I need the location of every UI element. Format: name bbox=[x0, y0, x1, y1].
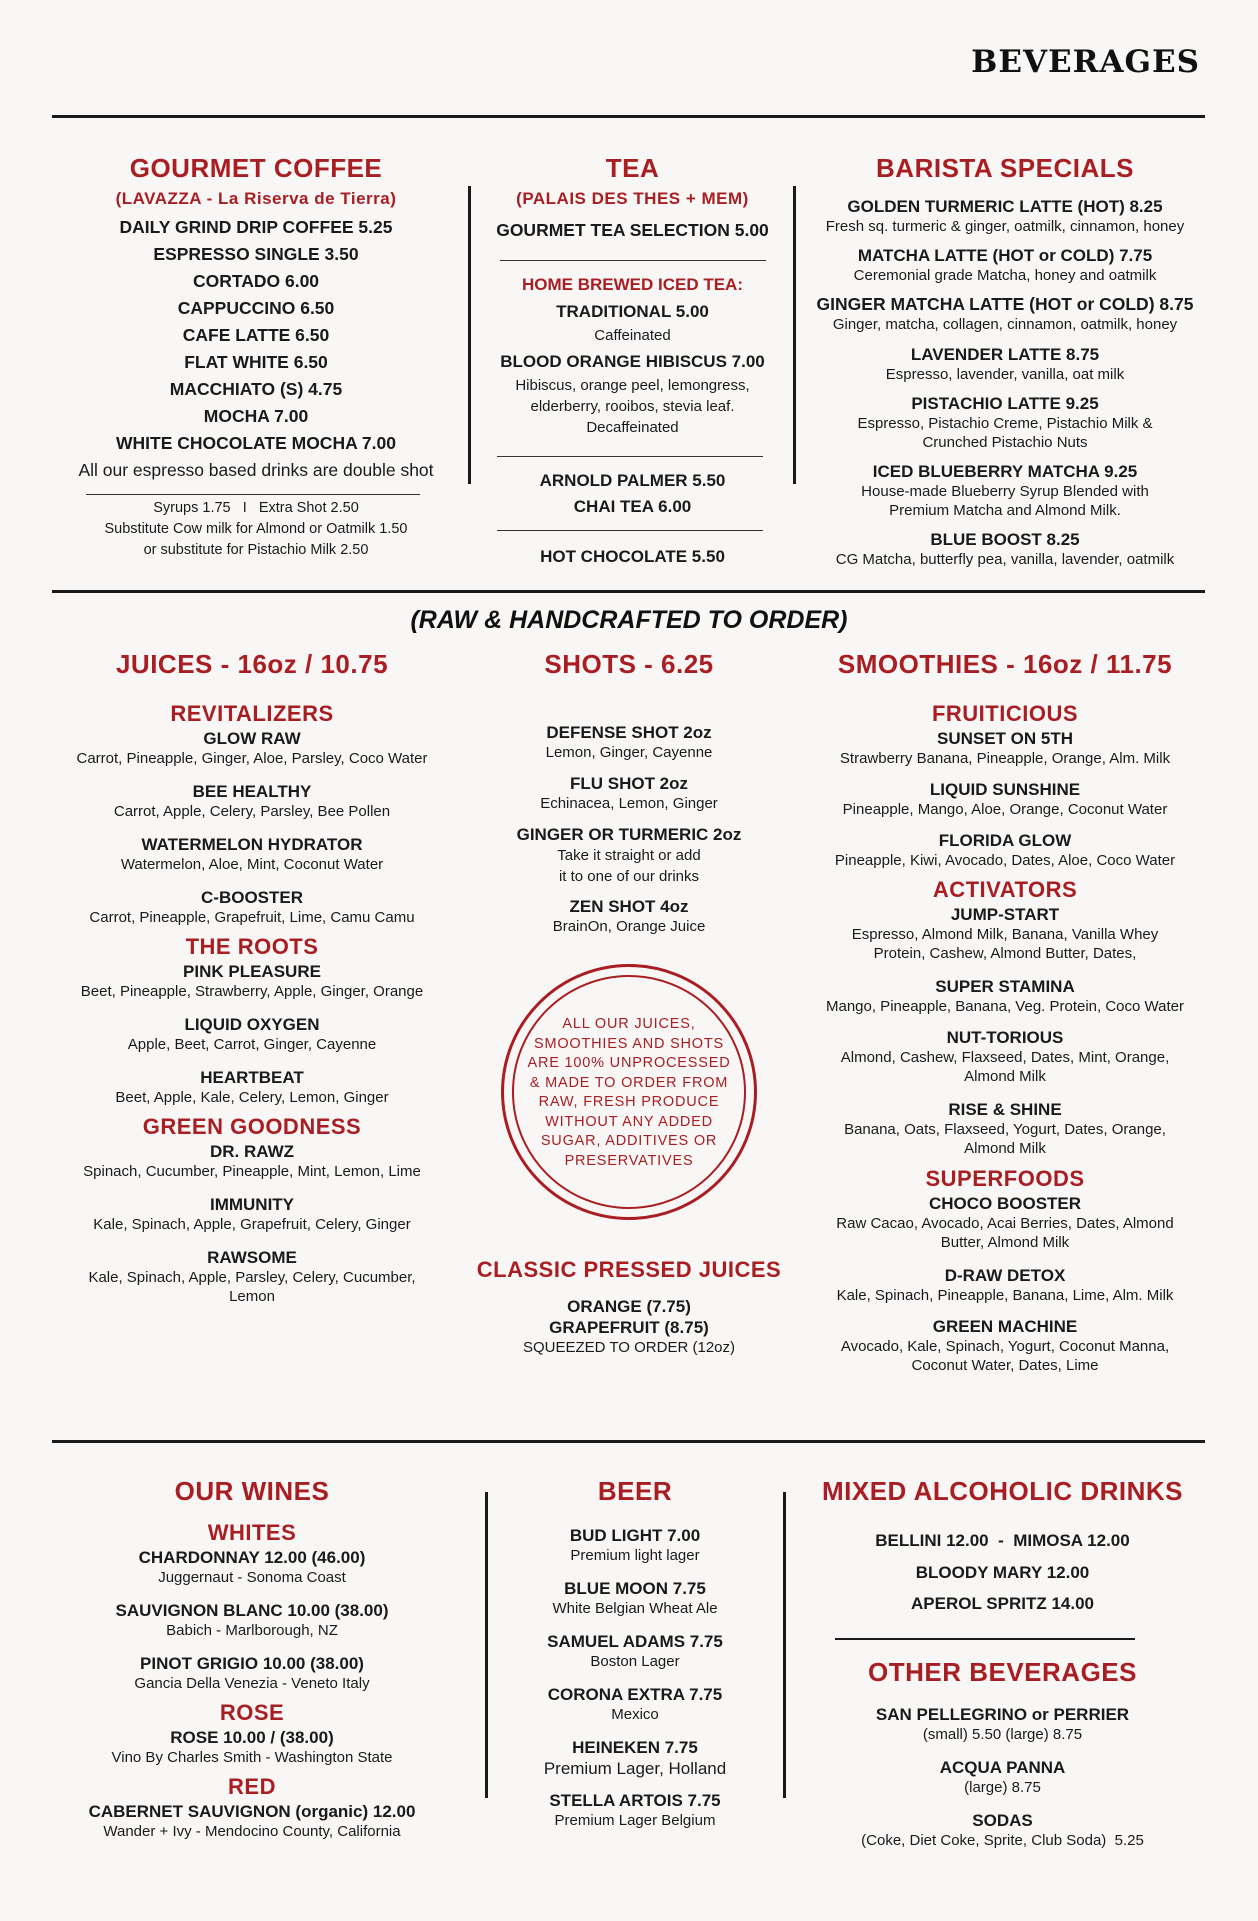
tea-subheading: (PALAIS DES THES + MEM) bbox=[516, 189, 749, 208]
beer-desc: Mexico bbox=[611, 1706, 659, 1723]
other-name: SAN PELLEGRINO or PERRIER bbox=[875, 1705, 1130, 1724]
juice-name: PINK PLEASURE bbox=[183, 962, 321, 981]
barista-item bbox=[805, 529, 1205, 569]
juice-item bbox=[52, 781, 452, 834]
juice-item bbox=[52, 728, 452, 781]
tea-item: CHAI TEA 6.00 bbox=[573, 497, 692, 516]
juice-name: GLOW RAW bbox=[203, 729, 301, 748]
beer-heading: BEER bbox=[597, 1476, 673, 1506]
juices-section bbox=[52, 648, 452, 1306]
coffee-divider bbox=[86, 494, 420, 495]
mixed-heading: MIXED ALCOHOLIC DRINKS bbox=[821, 1476, 1184, 1506]
hot-chocolate: HOT CHOCOLATE 5.50 bbox=[540, 547, 725, 566]
barista-name: PISTACHIO LATTE 9.25 bbox=[911, 394, 1099, 413]
beer-item bbox=[495, 1790, 775, 1830]
gourmet-coffee-section bbox=[52, 152, 460, 483]
other-item bbox=[800, 1704, 1205, 1757]
wine-group-title: RED bbox=[228, 1774, 276, 1799]
juice-name: IMMUNITY bbox=[209, 1195, 295, 1214]
barista-item bbox=[805, 344, 1205, 393]
beer-item bbox=[495, 1684, 775, 1737]
smoothie-desc: Banana, Oats, Flaxseed, Yogurt, Dates, Orange, Almond Milk bbox=[844, 1121, 1166, 1157]
shot-desc: BrainOn, Orange Juice bbox=[552, 918, 706, 935]
other-name: ACQUA PANNA bbox=[939, 1758, 1066, 1777]
smoothie-item bbox=[805, 1027, 1205, 1099]
juice-name: C-BOOSTER bbox=[201, 888, 303, 907]
beer-item bbox=[495, 1737, 775, 1790]
tea-item: BLOOD ORANGE HIBISCUS 7.00 bbox=[500, 352, 765, 371]
smoothie-name: RISE & SHINE bbox=[948, 1100, 1062, 1119]
shot-desc: Take it straight or add it to one of our drinks bbox=[557, 847, 701, 885]
beer-desc: Boston Lager bbox=[590, 1653, 680, 1670]
other-desc: (large) 8.75 bbox=[964, 1779, 1041, 1796]
smoothie-desc: Raw Cacao, Avocado, Acai Berries, Dates, Almond Butter, Almond Milk bbox=[836, 1215, 1174, 1251]
wine-desc: Vino By Charles Smith - Washington State bbox=[111, 1749, 393, 1766]
shot-name: DEFENSE SHOT 2oz bbox=[546, 723, 712, 742]
tea-desc-line: elderberry, rooibos, stevia leaf. bbox=[530, 398, 735, 415]
smoothie-desc: Espresso, Almond Milk, Banana, Vanilla Whey Protein, Cashew, Almond Butter, Dates, bbox=[851, 926, 1159, 962]
juice-item bbox=[52, 1247, 452, 1306]
smoothie-name: GREEN MACHINE bbox=[932, 1317, 1078, 1336]
coffee-extras bbox=[52, 498, 460, 561]
barista-name: GINGER MATCHA LATTE (HOT or COLD) 8.75 bbox=[816, 294, 1194, 314]
smoothie-item bbox=[805, 1265, 1205, 1316]
classic-item: ORANGE (7.75) bbox=[567, 1297, 691, 1316]
column-rule bbox=[468, 186, 471, 484]
juice-desc: Spinach, Cucumber, Pineapple, Mint, Lemon, Lime bbox=[83, 1163, 421, 1180]
juice-group-title: REVITALIZERS bbox=[170, 701, 334, 726]
shot-name: GINGER OR TURMERIC 2oz bbox=[516, 825, 742, 844]
barista-name: MATCHA LATTE (HOT or COLD) 7.75 bbox=[857, 246, 1153, 265]
juice-group-title: THE ROOTS bbox=[185, 934, 319, 959]
shot-item bbox=[470, 722, 788, 773]
juices-heading: JUICES - 16oz / 10.75 bbox=[115, 649, 389, 679]
tea-desc: Caffeinated bbox=[594, 327, 671, 344]
wine-item bbox=[52, 1653, 452, 1697]
tea-selection: GOURMET TEA SELECTION 5.00 bbox=[496, 220, 769, 240]
smoothie-item bbox=[805, 779, 1205, 830]
shot-desc: Echinacea, Lemon, Ginger bbox=[540, 795, 718, 812]
juice-item bbox=[52, 1067, 452, 1111]
shot-item bbox=[470, 773, 788, 824]
juice-desc: Carrot, Pineapple, Grapefruit, Lime, Camu Camu bbox=[89, 909, 415, 926]
barista-item bbox=[805, 294, 1205, 344]
barista-item bbox=[805, 393, 1205, 461]
barista-desc: CG Matcha, butterfly pea, vanilla, lavender, oatmilk bbox=[835, 551, 1175, 568]
barista-desc: House-made Blueberry Syrup Blended with Premium Matcha and Almond Milk. bbox=[861, 483, 1149, 519]
smoothie-item bbox=[805, 904, 1205, 976]
barista-desc: Ginger, matcha, collagen, cinnamon, oatmilk, honey bbox=[832, 316, 1178, 333]
beer-name: BLUE MOON 7.75 bbox=[564, 1579, 706, 1598]
barista-heading: BARISTA SPECIALS bbox=[876, 153, 1134, 183]
column-rule bbox=[793, 186, 796, 484]
coffee-item: DAILY GRIND DRIP COFFEE 5.25 bbox=[119, 217, 393, 237]
barista-item bbox=[805, 461, 1205, 529]
beer-name: HEINEKEN 7.75 bbox=[572, 1738, 698, 1757]
juice-desc: Kale, Spinach, Apple, Grapefruit, Celery, Ginger bbox=[93, 1216, 411, 1233]
iced-tea-heading: HOME BREWED ICED TEA: bbox=[522, 275, 743, 294]
smoothie-item bbox=[805, 830, 1205, 874]
beer-desc: White Belgian Wheat Ale bbox=[552, 1600, 718, 1617]
wines-heading: OUR WINES bbox=[174, 1476, 330, 1506]
juice-name: HEARTBEAT bbox=[200, 1068, 304, 1087]
barista-desc: Espresso, Pistachio Creme, Pistachio Milk & Crunched Pistachio Nuts bbox=[857, 415, 1153, 451]
wine-group-title: WHITES bbox=[207, 1520, 297, 1545]
smoothie-item bbox=[805, 1099, 1205, 1163]
smoothie-name: NUT-TORIOUS bbox=[946, 1028, 1064, 1047]
page-title: BEVERAGES bbox=[971, 44, 1200, 80]
smoothie-group-title: FRUITICIOUS bbox=[931, 701, 1079, 726]
other-beverages-section bbox=[800, 1656, 1205, 1850]
barista-section bbox=[805, 152, 1205, 184]
tea-divider bbox=[497, 456, 763, 457]
other-desc: (small) 5.50 (large) 8.75 bbox=[922, 1726, 1083, 1743]
juice-desc: Apple, Beet, Carrot, Ginger, Cayenne bbox=[127, 1036, 377, 1053]
barista-item bbox=[805, 245, 1205, 294]
other-desc: (Coke, Diet Coke, Sprite, Club Soda) 5.25 bbox=[861, 1832, 1144, 1849]
extras-line: Syrups 1.75 I Extra Shot 2.50 bbox=[153, 500, 359, 516]
juice-item bbox=[52, 834, 452, 887]
column-rule bbox=[485, 1492, 488, 1798]
mixed-item: APEROL SPRITZ 14.00 bbox=[911, 1594, 1094, 1613]
extras-line: Substitute Cow milk for Almond or Oatmilk 1.50 bbox=[104, 521, 408, 537]
classic-heading: CLASSIC PRESSED JUICES bbox=[476, 1257, 782, 1282]
juice-item bbox=[52, 1141, 452, 1194]
other-item bbox=[800, 1757, 1205, 1810]
smoothie-name: FLORIDA GLOW bbox=[938, 831, 1072, 850]
smoothies-section bbox=[805, 648, 1205, 1375]
shot-name: ZEN SHOT 4oz bbox=[569, 897, 689, 916]
coffee-note: All our espresso based drinks are double shot bbox=[78, 460, 434, 480]
other-name: SODAS bbox=[972, 1811, 1033, 1830]
section-divider bbox=[52, 590, 1205, 593]
barista-name: LAVENDER LATTE 8.75 bbox=[910, 345, 1100, 364]
beer-name: CORONA EXTRA 7.75 bbox=[547, 1685, 723, 1704]
classic-pressed-section bbox=[460, 1256, 798, 1357]
beer-item bbox=[495, 1631, 775, 1684]
smoothie-name: LIQUID SUNSHINE bbox=[929, 780, 1081, 799]
beer-section bbox=[495, 1475, 775, 1830]
smoothie-name: D-RAW DETOX bbox=[944, 1266, 1066, 1285]
juice-desc: Beet, Pineapple, Strawberry, Apple, Ginger, Orange bbox=[80, 983, 424, 1000]
mixed-drinks-section bbox=[800, 1475, 1205, 1619]
juice-item bbox=[52, 1014, 452, 1067]
juice-name: RAWSOME bbox=[207, 1248, 297, 1267]
beer-desc: Premium Lager, Holland bbox=[543, 1759, 727, 1778]
mixed-item: BLOODY MARY 12.00 bbox=[915, 1563, 1090, 1582]
smoothie-desc: Pineapple, Kiwi, Avocado, Dates, Aloe, Coco Water bbox=[834, 852, 1176, 869]
smoothie-name: SUPER STAMINA bbox=[935, 977, 1075, 996]
barista-name: GOLDEN TURMERIC LATTE (HOT) 8.25 bbox=[847, 197, 1163, 216]
smoothie-desc: Almond, Cashew, Flaxseed, Dates, Mint, Orange, Almond Milk bbox=[840, 1049, 1170, 1085]
stamp-text: ALL OUR JUICES, SMOOTHIES AND SHOTS ARE 100% UNPROCESSED & MADE TO ORDER FROM RAW, FRESH PRODUCE WITHOUT ANY ADDED SUGAR, ADDITIVES OR PRESERVATIVES bbox=[527, 1016, 731, 1169]
wine-desc: Wander + Ivy - Mendocino County, California bbox=[103, 1823, 401, 1840]
beer-item bbox=[495, 1578, 775, 1631]
smoothie-desc: Mango, Pineapple, Banana, Veg. Protein, Coco Water bbox=[825, 998, 1184, 1015]
coffee-subheading: (LAVAZZA - La Riserva de Tierra) bbox=[115, 189, 397, 208]
wine-desc: Juggernaut - Sonoma Coast bbox=[158, 1569, 346, 1586]
beer-desc: Premium Lager Belgium bbox=[554, 1812, 716, 1829]
wine-item bbox=[52, 1547, 452, 1600]
smoothie-item bbox=[805, 1316, 1205, 1375]
smoothie-item bbox=[805, 976, 1205, 1027]
shots-heading: SHOTS - 6.25 bbox=[544, 649, 714, 679]
beer-item bbox=[495, 1525, 775, 1578]
juice-name: BEE HEALTHY bbox=[192, 782, 312, 801]
mixed-item: BELLINI 12.00 - MIMOSA 12.00 bbox=[875, 1531, 1130, 1550]
other-item bbox=[800, 1810, 1205, 1850]
smoothie-item bbox=[805, 1193, 1205, 1265]
shot-item bbox=[470, 896, 788, 936]
wine-name: PINOT GRIGIO 10.00 (38.00) bbox=[140, 1654, 364, 1673]
tea-section bbox=[480, 152, 785, 241]
wine-group-title: ROSE bbox=[219, 1700, 285, 1725]
wine-item bbox=[52, 1801, 452, 1841]
coffee-item: WHITE CHOCOLATE MOCHA 7.00 bbox=[115, 433, 396, 453]
juice-name: WATERMELON HYDRATOR bbox=[141, 835, 363, 854]
barista-name: BLUE BOOST 8.25 bbox=[930, 530, 1080, 549]
wine-name: ROSE 10.00 / (38.00) bbox=[170, 1728, 334, 1747]
classic-note: SQUEEZED TO ORDER (12oz) bbox=[523, 1339, 735, 1356]
smoothie-name: CHOCO BOOSTER bbox=[928, 1194, 1082, 1213]
section-divider bbox=[52, 1440, 1205, 1443]
shot-name: FLU SHOT 2oz bbox=[569, 774, 689, 793]
wine-name: CABERNET SAUVIGNON (organic) 12.00 bbox=[88, 1802, 416, 1821]
barista-desc: Fresh sq. turmeric & ginger, oatmilk, cinnamon, honey bbox=[825, 218, 1185, 235]
coffee-item: FLAT WHITE 6.50 bbox=[184, 352, 328, 372]
beer-name: BUD LIGHT 7.00 bbox=[569, 1526, 701, 1545]
shot-desc: Lemon, Ginger, Cayenne bbox=[545, 744, 713, 761]
wine-desc: Gancia Della Venezia - Veneto Italy bbox=[134, 1675, 370, 1692]
smoothie-name: JUMP-START bbox=[950, 905, 1060, 924]
barista-name: ICED BLUEBERRY MATCHA 9.25 bbox=[872, 462, 1138, 481]
tea-heading: TEA bbox=[605, 153, 660, 183]
shot-item bbox=[470, 824, 788, 896]
tea-item: TRADITIONAL 5.00 bbox=[556, 302, 709, 321]
smoothie-group-title: ACTIVATORS bbox=[932, 877, 1078, 902]
coffee-item: CORTADO 6.00 bbox=[192, 271, 320, 291]
barista-item bbox=[805, 196, 1205, 245]
tea-divider bbox=[500, 260, 766, 261]
wines-section bbox=[52, 1475, 452, 1841]
other-heading: OTHER BEVERAGES bbox=[868, 1657, 1137, 1687]
smoothie-desc: Strawberry Banana, Pineapple, Orange, Alm. Milk bbox=[839, 750, 1171, 767]
wine-item bbox=[52, 1727, 452, 1771]
smoothie-group-title: SUPERFOODS bbox=[925, 1166, 1085, 1191]
beer-name: SAMUEL ADAMS 7.75 bbox=[547, 1632, 723, 1651]
tea-desc bbox=[480, 375, 785, 438]
juice-item bbox=[52, 1194, 452, 1247]
smoothie-desc: Avocado, Kale, Spinach, Yogurt, Coconut Manna, Coconut Water, Dates, Lime bbox=[840, 1338, 1170, 1374]
beer-desc: Premium light lager bbox=[570, 1547, 700, 1564]
tea-divider bbox=[497, 530, 763, 531]
classic-item: GRAPEFRUIT (8.75) bbox=[549, 1318, 709, 1337]
wine-item bbox=[52, 1600, 452, 1653]
barista-desc: Espresso, lavender, vanilla, oat milk bbox=[885, 366, 1125, 383]
tea-desc-line: Decaffeinated bbox=[586, 419, 679, 436]
smoothie-desc: Pineapple, Mango, Aloe, Orange, Coconut Water bbox=[842, 801, 1168, 818]
wine-name: SAUVIGNON BLANC 10.00 (38.00) bbox=[115, 1601, 389, 1620]
juice-item bbox=[52, 887, 452, 931]
beer-name: STELLA ARTOIS 7.75 bbox=[549, 1791, 721, 1810]
juice-item bbox=[52, 961, 452, 1014]
barista-desc: Ceremonial grade Matcha, honey and oatmilk bbox=[853, 267, 1157, 284]
wine-desc: Babich - Marlborough, NZ bbox=[166, 1622, 338, 1639]
juice-name: LIQUID OXYGEN bbox=[184, 1015, 320, 1034]
smoothie-desc: Kale, Spinach, Pineapple, Banana, Lime, Alm. Milk bbox=[836, 1287, 1174, 1304]
juice-desc: Kale, Spinach, Apple, Parsley, Celery, Cucumber, Lemon bbox=[88, 1269, 416, 1305]
unprocessed-stamp bbox=[501, 964, 757, 1220]
coffee-item: MOCHA 7.00 bbox=[203, 406, 309, 426]
juice-desc: Watermelon, Aloe, Mint, Coconut Water bbox=[120, 856, 384, 873]
mixed-divider bbox=[835, 1638, 1135, 1640]
column-rule bbox=[783, 1492, 786, 1798]
wine-name: CHARDONNAY 12.00 (46.00) bbox=[138, 1548, 366, 1567]
coffee-heading: GOURMET COFFEE bbox=[129, 153, 383, 183]
shots-section bbox=[470, 648, 788, 936]
tea-item: ARNOLD PALMER 5.50 bbox=[539, 471, 726, 490]
barista-list bbox=[805, 196, 1205, 569]
coffee-item: MACCHIATO (S) 4.75 bbox=[169, 379, 343, 399]
coffee-item: CAFE LATTE 6.50 bbox=[182, 325, 330, 345]
tea-extras bbox=[480, 468, 785, 520]
coffee-item: ESPRESSO SINGLE 3.50 bbox=[153, 244, 359, 264]
juice-desc: Beet, Apple, Kale, Celery, Lemon, Ginger bbox=[115, 1089, 389, 1106]
smoothies-heading: SMOOTHIES - 16oz / 11.75 bbox=[837, 649, 1173, 679]
tea-desc-line: Hibiscus, orange peel, lemongress, bbox=[515, 377, 750, 394]
juice-desc: Carrot, Pineapple, Ginger, Aloe, Parsley, Coco Water bbox=[76, 750, 428, 767]
coffee-item: CAPPUCCINO 6.50 bbox=[177, 298, 335, 318]
smoothie-name: SUNSET ON 5TH bbox=[936, 729, 1074, 748]
extras-line: or substitute for Pistachio Milk 2.50 bbox=[143, 542, 369, 558]
juice-name: DR. RAWZ bbox=[209, 1142, 295, 1161]
raw-handcrafted-title: (RAW & HANDCRAFTED TO ORDER) bbox=[410, 606, 848, 634]
iced-tea-section bbox=[480, 274, 785, 438]
juice-group-title: GREEN GOODNESS bbox=[142, 1114, 362, 1139]
smoothie-item bbox=[805, 728, 1205, 779]
top-divider bbox=[52, 115, 1205, 118]
coffee-list bbox=[52, 214, 460, 457]
juice-desc: Carrot, Apple, Celery, Parsley, Bee Pollen bbox=[113, 803, 391, 820]
